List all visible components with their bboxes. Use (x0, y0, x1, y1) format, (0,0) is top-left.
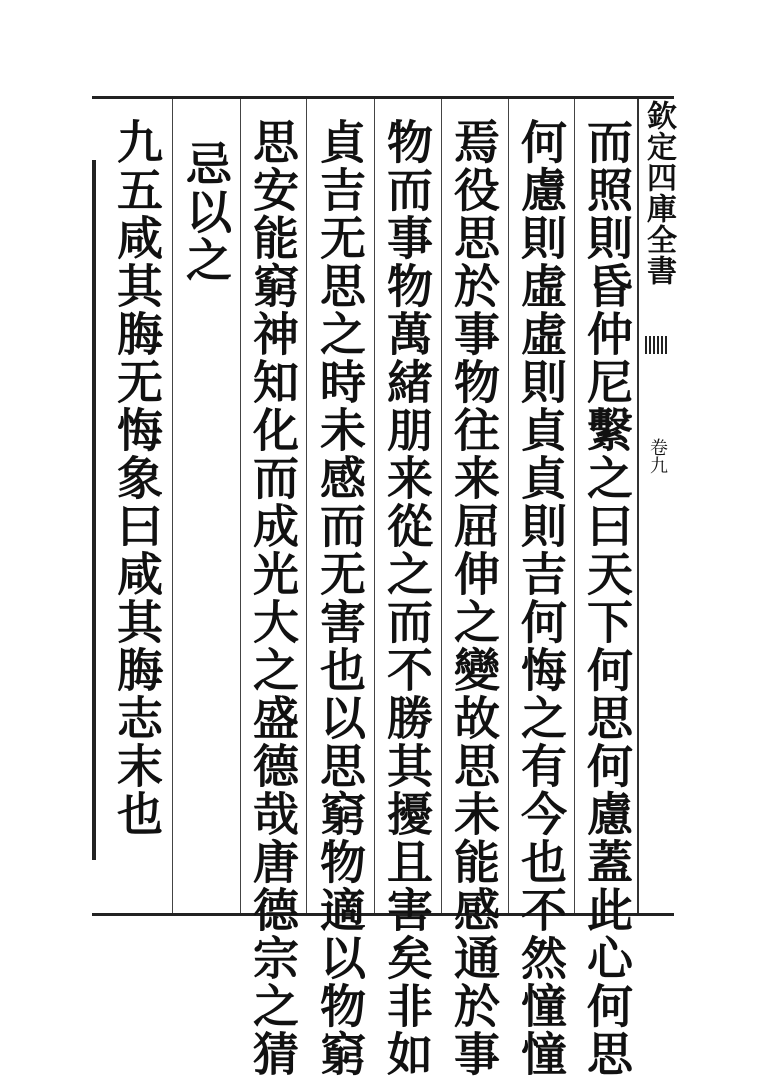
book-title: 欽定四庫全書 (641, 100, 676, 286)
volume-label: 卷九 (647, 438, 668, 474)
text-column: 而照則昏仲尼繫之曰天下何思何慮蓋此心何思 (580, 118, 634, 1078)
column-rule (441, 99, 442, 913)
fishtail-mark (645, 336, 669, 354)
text-column: 何慮則虛虛則貞貞則吉何悔之有今也不然憧憧 (514, 118, 568, 1078)
text-column: 思安能窮神知化而成光大之盛德哉唐德宗之猜 (246, 118, 300, 1078)
column-rule (374, 99, 375, 913)
text-column: 貞吉无思之時未感而无害也以思窮物適以物窮 (313, 118, 367, 1078)
column-rule (172, 99, 173, 913)
text-column: 忌以之 (179, 140, 233, 284)
column-rule (240, 99, 241, 913)
column-rule (508, 99, 509, 913)
text-column: 物而事物萬緒朋来從之而不勝其擾且害矣非如 (380, 118, 434, 1078)
text-column: 九五咸其脢无悔象曰咸其脢志末也 (110, 118, 164, 838)
column-rule (574, 99, 575, 913)
text-column: 焉役思於事物往来屈伸之變故思未能感通於事 (447, 118, 501, 1078)
margin-rule (637, 99, 639, 913)
column-rule (306, 99, 307, 913)
outer-border (92, 160, 96, 860)
